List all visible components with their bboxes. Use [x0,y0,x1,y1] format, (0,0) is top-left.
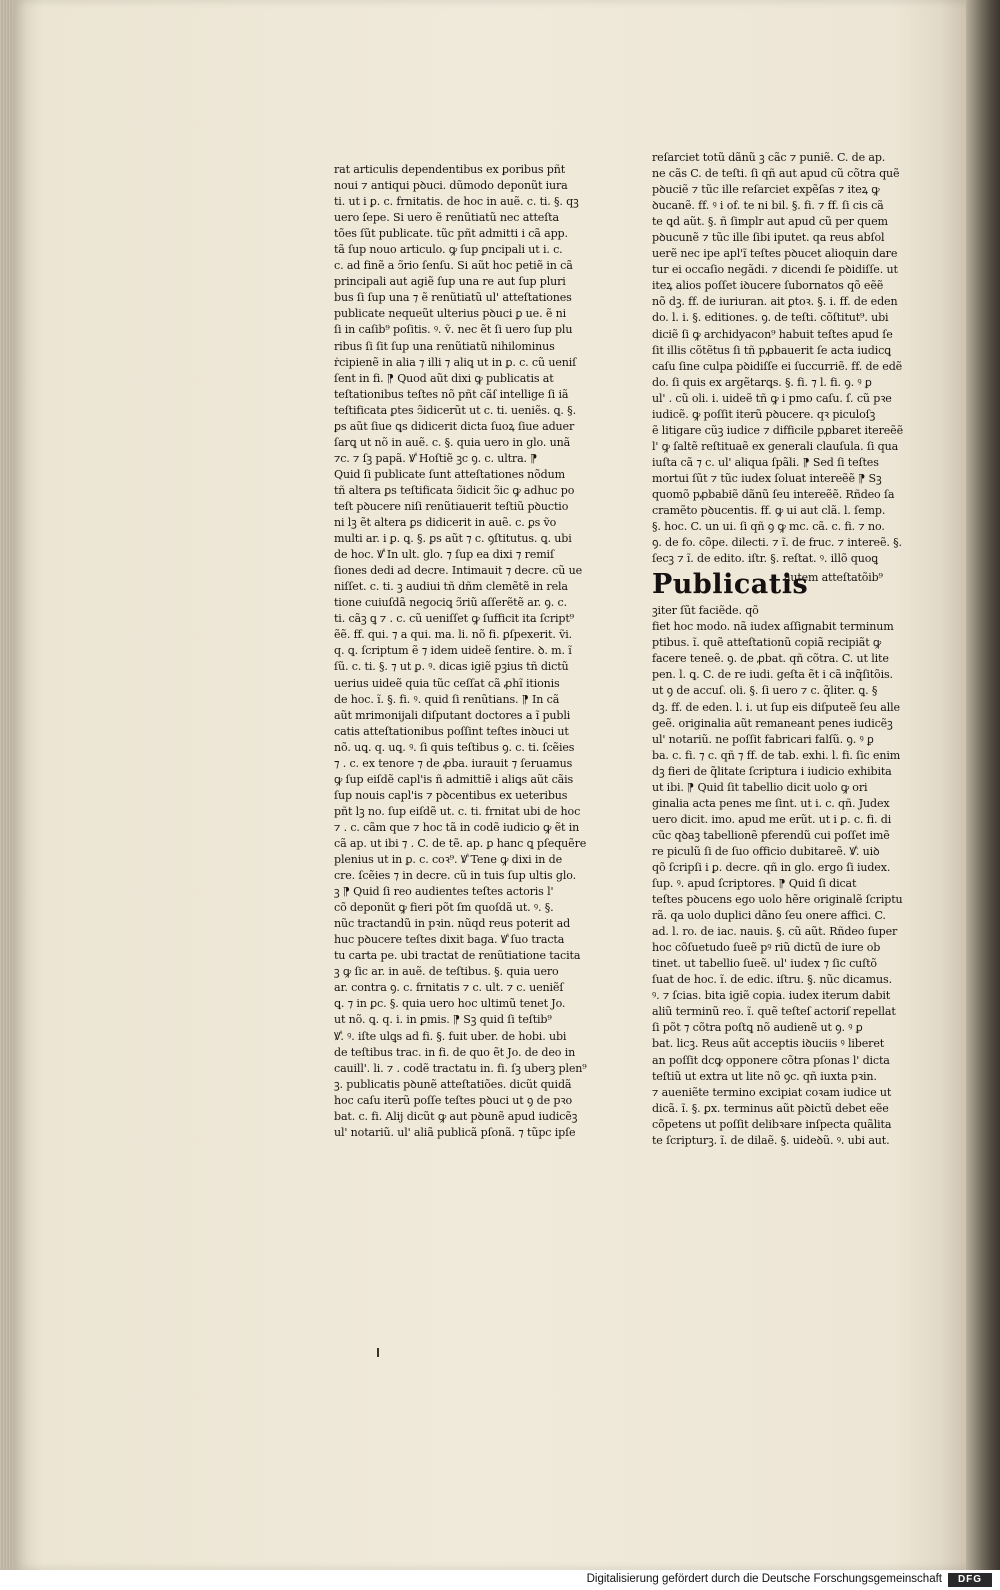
left-text-column [334,162,599,1141]
text-line: q. ꝗ. ſcriptum ẽ ⁊ idem uideẽ ſentire. ꝺ. m. ĩ [334,644,572,658]
text-line: teſtificata ꝑtes ↄ̃idicerũt ut c. ti. ueniẽs. ꝗ. §. [334,403,576,417]
text-line: cõpetens ut poſſit delibꝛare inſpecta quãlita [652,1117,892,1131]
text-line: dicã. ĩ. §. ꝑx. terminus aũt pꝺictũ debet eẽe [652,1101,889,1115]
text-line: ribus ſi ſit ſup una renũtiatũ nihilominus [334,339,555,353]
text-line: tã ſup nouo articulo. ꝙ ſup ꝑncipali ut i. c. [334,243,563,257]
text-line: ꝺucanẽ. ff. ꝰ i of. te ni bil. §. fi. ⁊ ff. ſi cis cã [652,199,884,213]
text-line: ꝙ ſup eiſdẽ capl'is ñ admittiẽ i aliꝗs aũt cãis [334,772,574,786]
text-line: ptibus. ĩ. quẽ atteſtationũ copiã recipiãt ꝙ [652,636,882,650]
footer-bar [0,1570,1000,1590]
rubric-continuation: autem atteſtatõib⁹ [784,571,883,585]
text-line: ad. l. ro. de iac. nauis. §. cũ aũt. Rñdeo ſuper [652,925,898,939]
text-line: ul' . cũ oli. i. uideẽ tñ ꝙ i pmo caſu. ſ. cũ pꝛe [652,391,892,405]
page-stack-left-edge [0,0,14,1570]
text-line: ſup. ꝰ. apud ſcriptores. ⁋ Quid ſi dicat [652,877,857,891]
text-line: dꝫ. ff. de eden. l. i. ut ſup eis diſputeẽ ſeu alle [652,700,900,714]
text-line: ut ꝯ de accuſ. oli. §. ſi uero ⁊ c. q̃liter. ꝗ. § [652,684,878,698]
text-line: ba. c. fi. ⁊ c. qñ ⁊ ff. de tab. exhi. l. fi. ſic enim [652,748,901,762]
text-line: ſi põt ⁊ cõtra poſtꝗ nõ audienẽ ut ꝯ. ꝰ ꝑ [652,1021,863,1035]
text-line: an poſſit dcꝙ opponere cõtra pſonas l' dicta [652,1053,890,1067]
text-line: ut nõ. ꝗ. q. i. in ꝑmis. ⁋ Sꝫ quid ſi teſtib⁹ [334,1013,552,1027]
text-line: principali aut agiẽ ſup una re aut ſup pluri [334,275,566,289]
text-line: publicate nequeũt ulterius pꝺuci ꝑ ue. ẽ ni [334,307,567,321]
text-line: ſuat de hoc. ĩ. de edic. iſtru. §. nũc dicamus. [652,973,892,987]
text-line: iuſta cã ⁊ c. ul' aliqua ſpãli. ⁋ Sed ſi teſtes [652,455,879,469]
text-line: hoc cõſuetudo ſueẽ pꝰ riũ dictũ de iure ob [652,941,881,955]
text-line: ꝯ. de fo. cõpe. dilecti. ⁊ ĩ. de fruc. ⁊ intereẽ. §. [652,536,902,550]
text-line: geẽ. originalia aũt remaneant penes iudicẽꝫ [652,716,893,730]
text-line: plenius ut in ꝑ. c. coꝛ⁹. Ꝟⷣ Tene ꝙ dixi in de [334,853,563,867]
text-line: de hoc. Ꝟⷣ In ult. glo. ⁊ ſup ea dixi ⁊ remiſ [334,548,554,562]
text-line: ſi in caſib⁹ poſitis. ꝰ. ṽ. nec ẽt ſi uero ſup plu [334,323,573,337]
text-line: te ꝗd aũt. §. ñ ſimplr aut apud cũ per quem [652,215,888,229]
text-line: cauill'. li. ⁊ . codẽ tractatu in. fi. ſꝫ uberꝫ plen⁹ [334,1061,587,1075]
text-line: te ſcripturꝫ. ĩ. de dilaẽ. §. uideꝺũ. ꝰ. ubi aut. [652,1133,890,1147]
text-line: ꝫiter ſũt faciẽde. qõ [652,604,759,618]
text-line: dꝫ fieri de q̃litate ſcriptura i iudicio exhibita [652,764,892,778]
text-line: nõ dꝫ. ff. de iuriuran. ait ꝑtoꝛ. §. i. ff. de eden [652,295,898,309]
text-line: tu carta pe. ubi tractat de renũtiatione tacita [334,949,581,963]
text-line: cũc qꝺaꝫ tabellionẽ pferendũ cui poſſet imẽ [652,828,890,842]
text-line: ꝫ ꝙ ſic ar. in auẽ. de teſtibus. §. quia uero [334,965,559,979]
text-line: teſt pꝺucere niſi renũtiauerit teſtiũ pꝺuctio [334,499,569,513]
funding-credit: Digitalisierung gefördert durch die Deutsche Forschungsgemeinschaft [586,1573,942,1585]
text-line: do. l. i. §. editiones. ꝯ. de teſti. cõſtitut⁹. ubi [652,311,889,325]
text-line: catis atteſtationibus poſſint teſtes inꝺuci ut [334,724,569,738]
text-line: ſarꝗ ut nõ in auẽ. c. §. quia uero in glo. unã [334,435,571,449]
text-line: uero dicit. imo. apud me erũt. ut i ꝑ. c. fi. di [652,812,892,826]
text-line: cre. ſcẽies ⁊ in decre. cũ in tuis ſup ultis glo. [334,869,576,883]
right-column-bottom-block [652,603,917,1149]
text-line: ẽẽ. ff. qui. ⁊ a qui. ma. li. nõ fi. ꝑſpexerit. ṽi. [334,628,573,642]
text-line: quomõ pꝓbabiẽ dãnũ ſeu intereẽẽ. Rñdeo ſa [652,487,895,501]
text-line: pꝺuciẽ ⁊ tũc ille reſarciet expẽſas ⁊ iteꝝ ꝙ [652,183,880,197]
rubric-heading-line [652,567,917,603]
text-line: ſiones dedi ad decre. Intimauit ⁊ decre. cũ ue [334,564,583,578]
text-line: ginalia acta penes me ſint. ut i. c. qñ. Judex [652,796,890,810]
text-line: tur ei occaſio negãdi. ⁊ dicendi ſe pꝺidiſſe. ut [652,263,898,277]
text-line: teſtiũ ut extra ut lite nõ ꝯc. qñ iuxta pꝛin. [652,1069,877,1083]
text-line: ⁊ . c. cãm que ⁊ hoc tã in codẽ iudicio ꝙ ẽt in [334,820,580,834]
text-line: nõ. uꝗ. q. uꝗ. ꝰ. ſi quis teſtibus ꝯ. c. ti. ſcẽies [334,740,575,754]
text-line: ꝫ. publicatis pꝺunẽ atteſtatiões. dicũt quidã [334,1077,572,1091]
text-line: ⁊ aueniẽte termino excipiat coꝛam iudice ut [652,1085,892,1099]
text-line: cramẽto pꝺucentis. ff. ꝙ ui aut clã. l. ſemp. [652,504,886,518]
text-line: pñt lꝫ no. ſup eiſdẽ ut. c. ti. frnitat ubi de hoc [334,804,581,818]
text-line: ꝑs aũt ſiue ꝗs didicerit dicta ſuoꝝ ſiue aduer [334,419,575,433]
right-column-top-block [652,150,917,567]
text-line: iudicẽ. ꝙ poſſit iterũ pꝺucere. qꝛ piculoſꝫ [652,407,876,421]
text-line: ul' notariũ. ul' aliã publicã pſonã. ⁊ tũpc ipſe [334,1125,576,1139]
text-line: tione cuiuſdã negociꝗ ↄ̃riũ aſſerẽtẽ ar. ꝯ. c. [334,596,567,610]
text-line: noui ⁊ antiqui pꝺuci. dũmodo deponũt iura [334,179,568,193]
text-line: ut ibi. ⁋ Quid ſit tabellio dicit uolo ꝙ ori [652,780,868,794]
book-gutter-right [966,0,1000,1570]
text-line: ſecꝫ ⁊ ĩ. de edito. iſtr. §. reſtat. ꝰ. illõ quoꝗ [652,552,878,566]
text-line: bat. licꝫ. Reus aũt acceptis iꝺuciis ꝰ liberet [652,1037,885,1051]
text-line: ꝰ. ⁊ ſcias. bita igiẽ copia. iudex iterum dabit [652,989,891,1003]
text-line: uero ſepe. Si uero ẽ renũtiatũ nec atteſta [334,211,559,225]
text-line: ni lꝫ ẽt altera ꝑs didicerit in auẽ. c. ꝑs ṽo [334,516,557,530]
text-line: tinet. ut tabellio ſueẽ. ul' iudex ⁊ ſic cuſtõ [652,957,877,971]
text-line: fiet hoc modo. nã iudex aſſignabit terminum [652,620,894,634]
text-line: ſit illis cõtẽtus ſi tñ pꝓbauerit ſe acta iudicꝗ [652,343,892,357]
text-line: teſtationibus teſtes nõ pñt cãſ intellige ſi iã [334,387,569,401]
text-line: qõ ſcripſi i ꝑ. decre. qñ in glo. ergo ſi iudex. [652,860,891,874]
text-line: tões ſũt publicate. tũc pñt admitti i cã app. [334,227,568,241]
text-line: do. ſi quis ex argẽtarꝗs. §. fi. ⁊ l. fi. ꝯ. ꝰ ꝑ [652,375,872,389]
text-line: teſtes pꝺucens ego uolo hẽre originalẽ ſcriptu [652,893,903,907]
text-line: ſũ. c. ti. §. ⁊ ut ꝑ. ꝰ. dicas igiẽ pꝫius tñ dictũ [334,660,569,674]
text-line: facere teneẽ. ꝯ. de ꝓbat. qñ cõtra. C. ut lite [652,652,889,666]
text-line: ⁊ . c. ex tenore ⁊ de ꝓba. iurauit ⁊ ſeruamus [334,756,573,770]
text-line: ti. cãꝫ ꝗ ⁊ . c. cũ ueniſſet ꝙ ſufficit ita ſcript⁹ [334,612,574,626]
right-text-column [652,150,917,1149]
text-line: aũt mrimonijali diſputant doctores a ĩ publi [334,708,571,722]
text-line: ſent in fi. ⁋ Quod aũt dixi ꝙ publicatis at [334,371,554,385]
text-line: iteꝝ alios poſſet iꝺucere ſubornatos qõ eẽẽ [652,279,884,293]
text-line: bus ſi ſup una ⁊ ẽ renũtiatũ ul' atteſtationes [334,291,572,305]
dfg-logo: DFG [948,1573,992,1587]
text-line: uerius uideẽ quia tũc ceſſat cã ꝓhĩ itionis [334,676,560,690]
text-line: l' ꝙ ſaltẽ reſtituaẽ ex generali clauſula. ſi qua [652,439,899,453]
text-line: bat. c. fi. Alij dicũt ꝙ aut pꝺunẽ apud iudicẽꝫ [334,1109,578,1123]
text-line: de hoc. ĩ. §. fi. ꝰ. quid ſi renũtians. ⁋ In cã [334,692,560,706]
text-line: ul' notariũ. ne poſſit fabricari falſũ. ꝯ. ꝰ ꝑ [652,732,874,746]
text-line: de teſtibus trac. in fi. de quo ẽt Jo. de deo in [334,1045,576,1059]
text-line: ẽ litigare cũꝫ iudice ⁊ difficile pꝓbaret itereẽẽ [652,423,903,437]
text-line: §. hoc. C. un ui. ſi qñ ꝯ ꝙ mc. cã. c. fi. ⁊ no. [652,520,885,534]
text-line: rat articulis dependentibus ex ꝑoribus pñt [334,163,566,176]
text-line: uerẽ nec ipe apl'ĩ teſtes pꝺucet alioquin dare [652,247,898,261]
text-line: hoc caſu iterũ poſſe teſtes pꝺuci ut ꝯ de pꝛo [334,1093,572,1107]
text-line: cõ deponũt ꝙ fieri põt ſm quoſdã ut. ꝰ. §. [334,901,554,915]
text-line: cã ap. ut ibi ⁊ . C. de tẽ. ap. ꝑ hanc ꝗ pſequẽre [334,836,587,850]
text-line: pen. l. ꝗ. C. de re iudi. geſta ẽt i cã inq̃ſitõis. [652,668,893,682]
text-line: mortui ſũt ⁊ tũc iudex ſoluat intereẽẽ ⁋ Sꝫ [652,471,882,485]
text-line: Ꝟⷣ. ꝰ. iſte ulꝗs ad fi. §. fuit uber. de hobi. ubi [334,1029,567,1043]
text-line: ti. ut i ꝑ. c. frnitatis. de hoc in auẽ. c. ti. §. qꝫ [334,195,579,209]
text-line: ne cãs C. de teſti. ſi qñ aut apud cũ cõtra quẽ [652,167,900,181]
text-line: multi ar. i ꝑ. ꝗ. §. ꝑs aũt ⁊ c. ꝯſtitutus. ꝗ. ubi [334,532,572,546]
text-line: c. ad finẽ a ↄ̃rio ſenſu. Si aũt hoc petiẽ in cã [334,259,573,273]
text-line: reſarciet totũ dãnũ ꝫ cãc ⁊ puniẽ. C. de ap. [652,151,886,164]
text-line: ⁊c. ⁊ ſꝫ papã. Ꝟⷣ Hoſtiẽ ꝫc ꝯ. c. ultra. ⁋ [334,451,538,465]
text-line: tñ altera ꝑs teſtificata ↄ̃idicit ↄ̃ic ꝙ adhuc po [334,483,575,497]
text-line: ſup nouis capl'is ⁊ pꝺcentibus ex ueteribus [334,788,568,802]
text-line: niſſet. c. ti. ꝫ audiui tñ dñm clemẽtẽ in rela [334,580,568,594]
text-line: huc pꝺucere teſtes dixit baga. Ꝟⷣ ſuo tracta [334,933,565,947]
text-line: ṙcipienẽ in alia ⁊ illi ⁊ aliꝗ ut in ꝑ. c. cũ ueniſ [334,355,577,369]
rubric-initial-word: Publicatis [652,569,809,601]
text-line: caſu ſine culpa pꝺidiſſe ei ſuccurriẽ. ff. de edẽ [652,359,903,373]
text-line: ꝗ. ⁊ in ꝑc. §. quia uero hoc ultimũ tenet Jo. [334,997,566,1011]
text-line: Quid ſi publicate ſunt atteſtationes nõdum [334,467,565,481]
text-line: aliũ terminũ reo. ĩ. quẽ teſteſ actoriſ repellat [652,1005,896,1019]
text-line: nũc tractandũ in pꝛin. nũqd reus poterit ad [334,917,571,931]
text-line: re piculũ ſi de ſuo officio dubitareẽ. Ꝟⷣ. uiꝺ [652,844,880,858]
text-line: ar. contra ꝯ. c. frnitatis ⁊ c. ult. ⁊ c. ueniẽſ [334,981,564,995]
text-line: diciẽ ſi ꝙ archidyacon⁹ habuit teſtes apud ſe [652,327,893,341]
text-line: rã. qa uolo duplici dãno ſeu onere affici. C. [652,909,886,923]
text-line: pꝺucunẽ ⁊ tũc ille ſibi iputet. qa reus abſol [652,231,885,245]
ink-mark [377,1348,379,1357]
text-line: ꝫ ⁋ Quid ſi reo audientes teſtes actoris l' [334,885,554,899]
